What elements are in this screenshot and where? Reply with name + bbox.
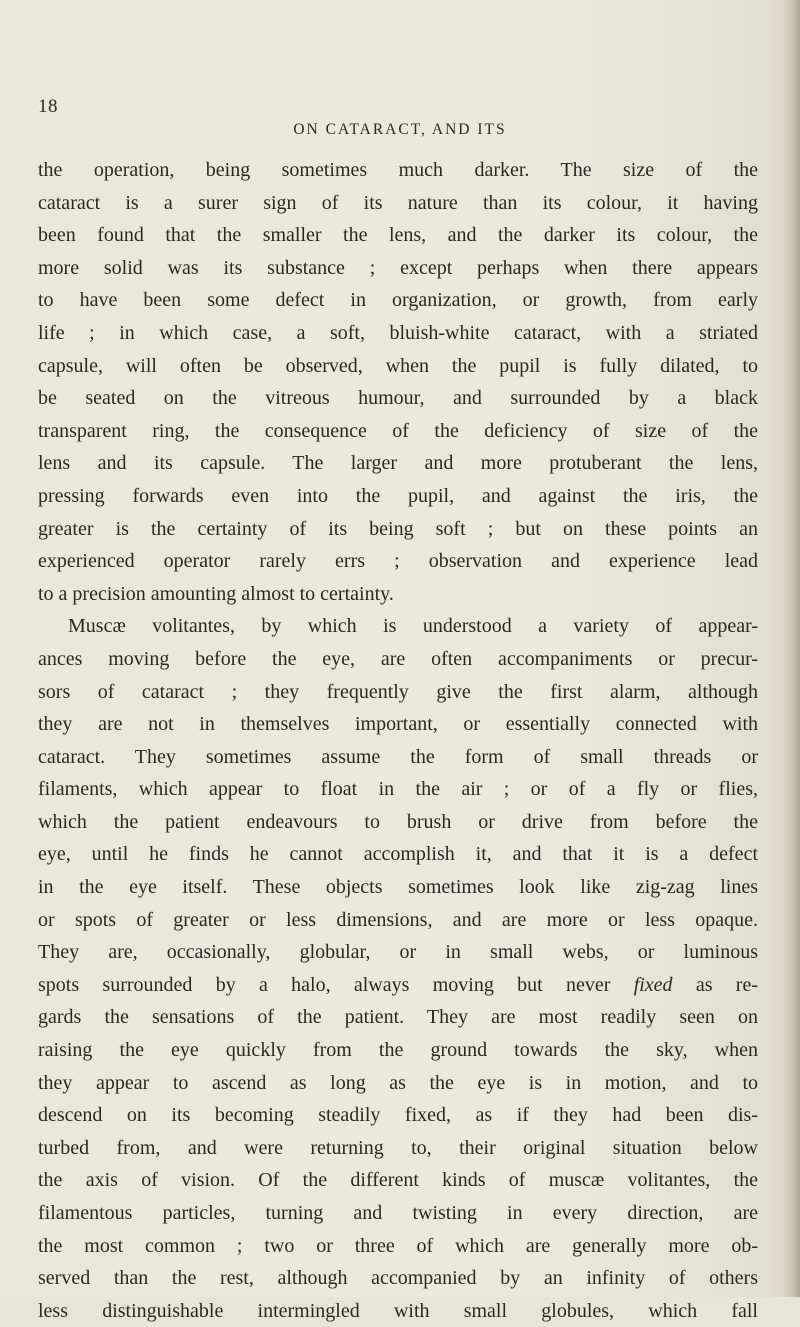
text-line: raising the eye quickly from the ground towards the sky, when [38,1039,758,1062]
text-line: the most common ; two or three of which are generally more ob- [38,1234,758,1257]
text-line: be seated on the vitreous humour, and surrounded by a black [38,387,758,410]
text-line: sors of cataract ; they frequently give the first alarm, although [38,680,758,703]
text-line: capsule, will often be observed, when the pupil is fully dilated, to [38,354,758,377]
text-line: less distinguishable intermingled with small globules, which fall [38,1299,758,1322]
page-number: 18 [38,96,58,117]
text-line: lens and its capsule. The larger and more protuberant the lens, [38,452,758,475]
text-line: been found that the smaller the lens, and the darker its colour, the [38,224,758,247]
running-head: ON CATARACT, AND ITS [293,121,507,138]
text-line: to a precision amounting almost to certainty. [38,582,394,605]
text-line: cataract. They sometimes assume the form of small threads or [38,745,758,768]
paragraph-start-line: Muscæ volitantes, by which is understood a variety of appear- [68,615,758,638]
text-line: eye, until he finds he cannot accomplish it, and that it is a defect [38,843,758,866]
text-line: they appear to ascend as long as the eye is in motion, and to [38,1071,758,1094]
text-line-with-italic [38,969,758,1002]
text-line: more solid was its substance ; except perhaps when there appears [38,256,758,279]
body-text [38,154,758,1327]
text-line: the operation, being sometimes much darker. The size of the [38,159,758,181]
text-line: filaments, which appear to float in the air ; or of a fly or flies, [38,778,758,801]
text-line: They are, occasionally, globular, or in small webs, or luminous [38,941,758,964]
text-line: the axis of vision. Of the different kinds of muscæ volitantes, the [38,1169,758,1192]
page-binding-shadow [782,0,800,1297]
text-line: transparent ring, the consequence of the deficiency of size of the [38,419,758,442]
text-line: which the patient endeavours to brush or drive from before the [38,810,758,833]
text-segment: as re- [695,973,759,996]
text-line: to have been some defect in organization, or growth, from early [38,289,758,312]
text-line: they are not in themselves important, or essentially connected with [38,713,758,736]
text-line: in the eye itself. These objects sometimes look like zig-zag lines [38,876,758,899]
text-line: descend on its becoming steadily fixed, as if they had been dis- [38,1104,758,1127]
text-line: cataract is a surer sign of its nature than its colour, it having [38,191,758,214]
italic-word: fixed [633,973,673,996]
text-line: served than the rest, although accompanied by an infinity of others [38,1267,758,1290]
text-line: ances moving before the eye, are often accompaniments or precur- [38,647,758,670]
text-line: or spots of greater or less dimensions, and are more or less opaque. [38,908,758,931]
text-line: turbed from, and were returning to, their original situation below [38,1136,758,1159]
text-segment: spots surrounded by a halo, always moving but never [38,973,611,996]
text-line: experienced operator rarely errs ; observation and experience lead [38,550,758,573]
text-line: filamentous particles, turning and twisting in every direction, are [38,1202,758,1224]
text-line: greater is the certainty of its being soft ; but on these points an [38,517,758,540]
text-line: pressing forwards even into the pupil, and against the iris, the [38,484,758,507]
text-line: gards the sensations of the patient. They are most readily seen on [38,1006,758,1029]
text-line: life ; in which case, a soft, bluish-white cataract, with a striated [38,321,758,344]
